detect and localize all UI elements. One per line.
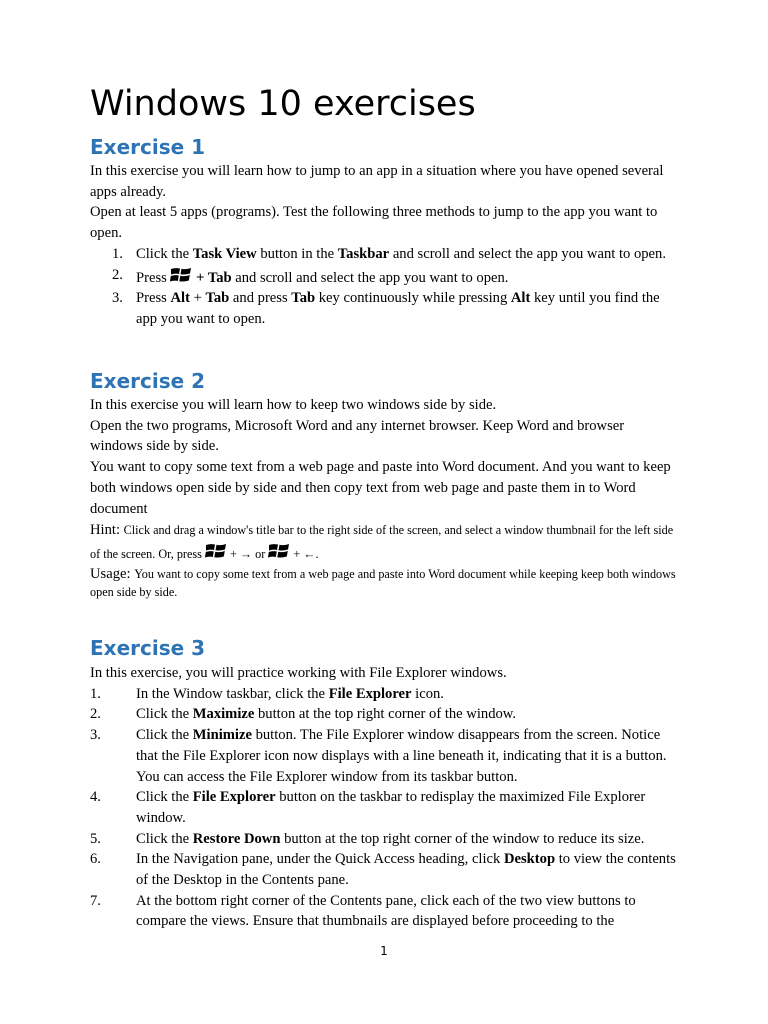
- exercise-1-intro: In this exercise you will learn how to jump to an app in a situation where you have opened several apps already.: [90, 163, 664, 200]
- list-item: 5. Click the Restore Down button at the top right corner of the window to reduce its size.: [90, 830, 645, 847]
- exercise-3-intro: In this exercise, you will practice working with File Explorer windows.: [90, 665, 507, 681]
- page-title: Windows 10 exercises: [90, 84, 476, 124]
- exercise-1-instructions: Open at least 5 apps (programs). Test the following three methods to jump to the app you want to open.: [90, 204, 658, 242]
- exercise-3-body: [90, 663, 680, 932]
- exercise-2-heading: Exercise 2: [90, 369, 206, 393]
- list-item: 7. At the bottom right corner of the Contents pane, click each of the two view buttons to compare the views. Ensure that thumbnails are displayed before proceeding to the: [90, 892, 636, 930]
- exercise-2-instructions: Open the two programs, Microsoft Word and any internet browser. Keep Word and browser windows side by side.: [90, 417, 625, 455]
- exercise-1-body: [90, 161, 680, 330]
- list-item: 3. Click the Minimize button. The File Explorer window disappears from the screen. Notice that the File Explorer icon now displays with a line beneath it, indicating that it is a button. You can access the File Explorer window from its taskbar button.: [90, 727, 667, 785]
- exercise-3-steps: [90, 684, 680, 932]
- list-item: 2. Click the Maximize button at the top right corner of the window.: [90, 706, 517, 723]
- list-item: 6. In the Navigation pane, under the Quick Access heading, click Desktop to view the contents of the Desktop in the Contents pane.: [90, 851, 676, 889]
- exercise-3-heading: Exercise 3: [90, 636, 206, 660]
- windows-logo-icon: [205, 541, 227, 561]
- exercise-1-steps: [90, 244, 680, 330]
- list-item: 2. Press + Tab and scroll and select the app you want to open.: [112, 266, 509, 286]
- page-number: 1: [380, 944, 388, 958]
- list-item: 1. In the Window taskbar, click the File Explorer icon.: [90, 685, 444, 702]
- windows-logo-icon: [170, 265, 192, 285]
- windows-logo-icon: [268, 541, 290, 561]
- list-item: 1. Click the Task View button in the Taskbar and scroll and select the app you want to open.: [112, 245, 666, 262]
- exercise-2-intro: In this exercise you will learn how to keep two windows side by side.: [90, 397, 497, 413]
- exercise-2-hint: Hint: Click and drag a window's title bar to the right side of the screen, and select a window thumbnail for the left side of the screen. Or, press + → or + ←.: [90, 522, 674, 562]
- exercise-2-scenario: You want to copy some text from a web page and paste into Word document. And you want to keep both windows open side by side and then copy text from web page and paste them in to Word document: [90, 459, 671, 517]
- list-item: 4. Click the File Explorer button on the taskbar to redisplay the maximized File Explorer window.: [90, 789, 646, 826]
- exercise-2-body: [90, 395, 680, 601]
- list-item: 3. Press Alt + Tab and press Tab key continuously while pressing Alt key until you find the app you want to open.: [112, 290, 660, 327]
- exercise-1-heading: Exercise 1: [90, 135, 206, 159]
- exercise-2-usage: Usage: You want to copy some text from a web page and paste into Word document while keeping keep both windows open side by side.: [90, 566, 676, 600]
